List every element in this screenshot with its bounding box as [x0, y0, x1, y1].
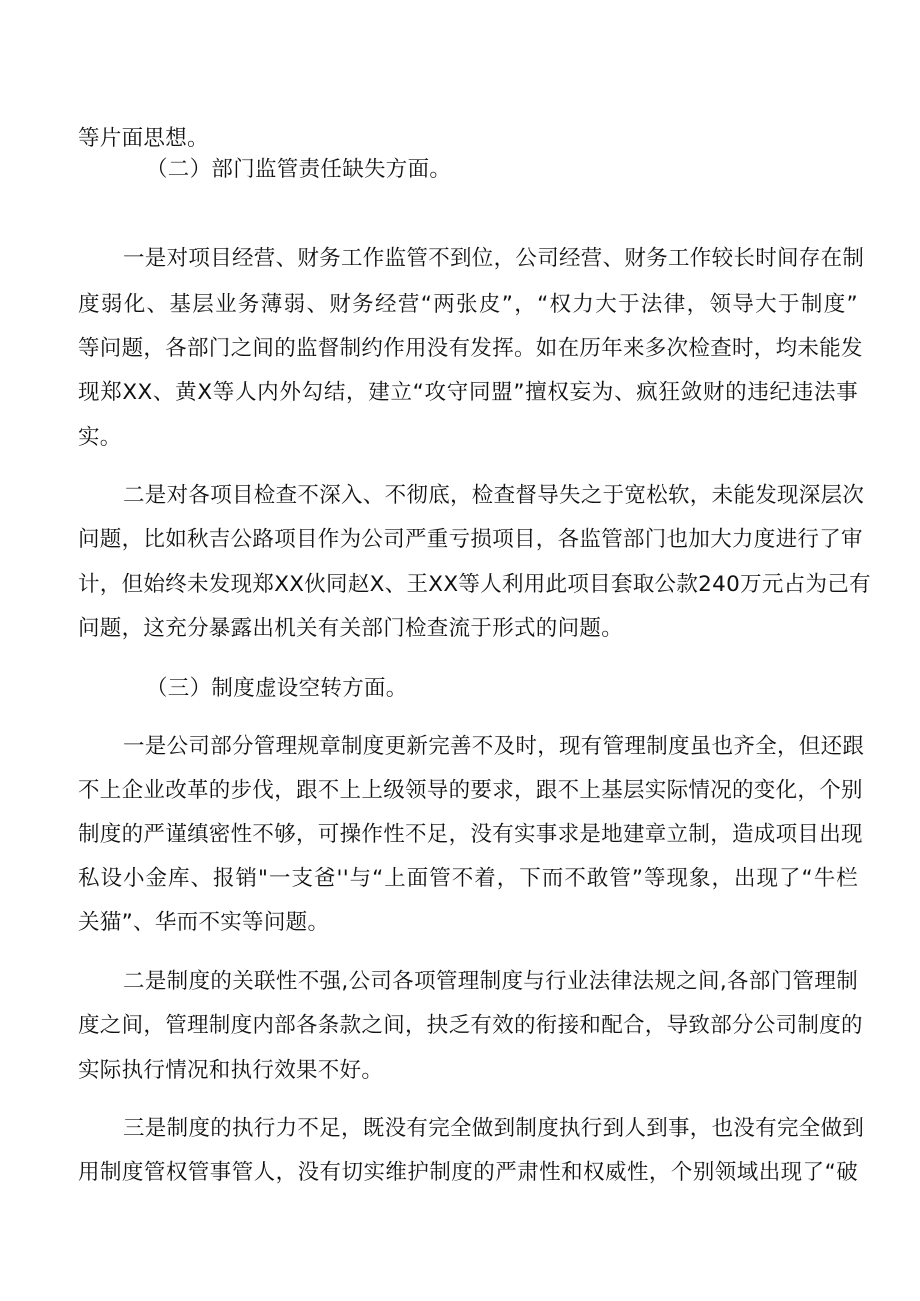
paragraph-line: 等问题，各部门之间的监督制约作用没有发挥。如在历年来多次检查时，均未能发 — [78, 336, 863, 361]
paragraph-line: 三是制度的执行力不足，既没有完全做到制度执行到人到事，也没有完全做到 — [123, 1116, 865, 1141]
section-heading: （三）制度虚设空转方面。 — [146, 676, 408, 701]
paragraph-line: 用制度管权管事管人，没有切实维护制度的严肃性和权威性，个别领域出现了“破 — [78, 1160, 858, 1185]
section-heading: （二）部门监管责任缺失方面。 — [146, 157, 452, 182]
paragraph-line: 实际执行情况和执行效果不好。 — [78, 1058, 384, 1083]
paragraph-line: 私设小金库、报销"一支爸''与“上面管不着，下而不敢管”等现象，出现了“牛栏 — [78, 866, 858, 891]
paragraph-line: 关猫”、华而不实等问题。 — [78, 910, 330, 935]
paragraph-line: 度之间，管理制度内部各条款之间，抉乏有效的衔接和配合，导致部分公司制度的 — [78, 1013, 863, 1038]
paragraph-line: 制度的严谨缜密性不够，可操作性不足，没有实事求是地建章立制，造成项目出现 — [78, 822, 863, 847]
paragraph-line: 问题，这充分暴露出机关有关部门检查流于形式的问题。 — [78, 616, 624, 641]
paragraph-line: 问题，比如秋吉公路项目作为公司严重亏损项目，各监管部门也加大力度进行了审 — [78, 527, 863, 552]
paragraph-line: 二是对各项目检查不深入、不彻底，检查督导失之于宽松软，未能发现深层次 — [123, 483, 865, 508]
paragraph-line: 二是制度的关联性不强,公司各项管理制度与行业法律法规之间,各部门管理制 — [123, 969, 858, 994]
paragraph-line: 现郑XX、黄X等人内外勾结，建立“攻守同盟”擅权妄为、疯狂敛财的违纪违法事 — [78, 380, 858, 405]
paragraph-line: 计，但始终未发现郑XX伙同赵X、王XX等人利用此项目套取公款240万元占为己有 — [78, 572, 871, 597]
paragraph-line: 一是对项目经营、财务工作监管不到位，公司经营、财务工作较长时间存在制 — [123, 246, 865, 271]
paragraph-line: 度弱化、基层业务薄弱、财务经营“两张皮”，“权力大于法律，领导大于制度” — [78, 292, 858, 317]
paragraph-line: 实。 — [78, 425, 122, 450]
paragraph-line: 一是公司部分管理规章制度更新完善不及时，现有管理制度虽也齐全，但还跟 — [123, 734, 865, 759]
paragraph-line: 不上企业改革的步伐，跟不上上级领导的要求，跟不上基层实际情况的变化，个别 — [78, 778, 863, 803]
paragraph-line: 等片面思想。 — [78, 126, 209, 151]
